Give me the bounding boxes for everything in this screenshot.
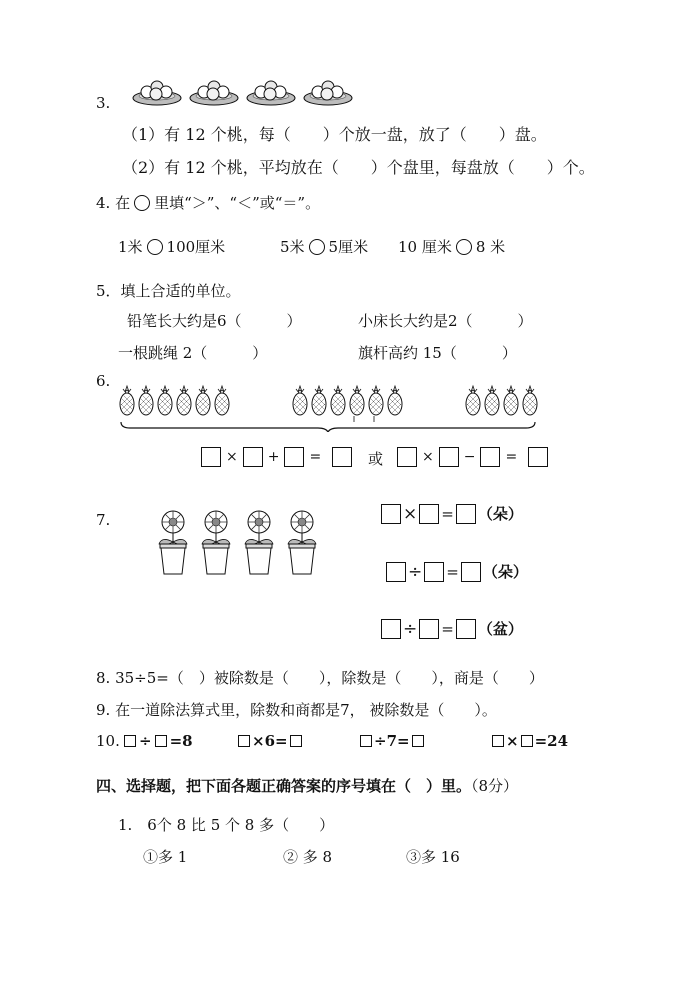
q4-item-1-right: 100厘米 <box>166 238 226 256</box>
compare-circle-1[interactable] <box>147 239 163 255</box>
q6-op-eq-2: = <box>505 449 518 465</box>
q6-or: 或 <box>368 450 384 468</box>
q10-e1-op: ÷ <box>139 732 152 750</box>
q10-e1-result: =8 <box>169 732 193 750</box>
q4-prompt-b: 里填“＞”、“＜”或“＝”。 <box>154 194 321 212</box>
q7-eq2-eq: = <box>446 562 459 581</box>
q10-e4-op: × <box>506 732 519 750</box>
pineapple-group-middle <box>293 386 402 415</box>
q10-number: 10. <box>96 732 120 750</box>
q7-eq3-box-a[interactable] <box>381 619 401 639</box>
q6-box-7[interactable] <box>480 447 500 467</box>
q7-eq1-op: × <box>403 503 418 524</box>
q6-equation-2 <box>397 447 548 467</box>
q7-eq2-box-c[interactable] <box>461 562 481 582</box>
q4-item-2-left: 5米 <box>280 238 305 256</box>
section4-heading <box>96 775 518 796</box>
q6-box-6[interactable] <box>439 447 459 467</box>
q6-box-1[interactable] <box>201 447 221 467</box>
q10-e3-box-a[interactable] <box>360 735 372 747</box>
section4-score: （8分） <box>471 777 519 795</box>
q10-e4-result: =24 <box>534 732 569 750</box>
q6-op-times: × <box>226 449 238 465</box>
q7-eq3-box-b[interactable] <box>419 619 439 639</box>
q4-prompt-a: 4. 在 <box>96 194 131 212</box>
q5-a <box>127 310 302 331</box>
q7-eq2-box-b[interactable] <box>424 562 444 582</box>
q10-e1-box-b[interactable] <box>155 735 167 747</box>
q3-line1: （1）有 12 个桃，每（ ）个放一盘，放了（ ）盘。 <box>122 125 547 144</box>
q10-e4-box-a[interactable] <box>492 735 504 747</box>
q7-eq3-eq: = <box>441 619 454 638</box>
section4-q1-option-2[interactable]: ② 多 8 <box>283 848 333 866</box>
q4-item-1-left: 1米 <box>118 238 143 256</box>
section4-q1-option-1[interactable]: ①多 1 <box>143 848 188 866</box>
q10-expr-2 <box>238 732 302 750</box>
q10-expr-1 <box>124 732 193 750</box>
q6-op-minus: − <box>463 449 476 465</box>
q4-item-1 <box>118 236 225 257</box>
q10-e3-text: ÷7= <box>374 732 410 750</box>
q10-e2-box-a[interactable] <box>238 735 250 747</box>
q7-eq2-unit: （朵） <box>482 563 528 581</box>
peach-plates-illustration <box>132 76 362 108</box>
q10-e1-box-a[interactable] <box>124 735 136 747</box>
q4-item-3 <box>398 236 505 257</box>
compare-circle-3[interactable] <box>456 239 472 255</box>
q3-line2: （2）有 12 个桃，平均放在（ ）个盘里，每盘放（ ）个。 <box>122 158 595 177</box>
q10-e2-text: ×6= <box>252 732 288 750</box>
q10-expr-3 <box>360 732 424 750</box>
q6-op-eq: = <box>309 449 322 465</box>
pineapple-group-left <box>120 386 229 415</box>
q7-eq1-unit: （朵） <box>477 505 523 523</box>
q7-eq2-box-a[interactable] <box>386 562 406 582</box>
q7-number: 7. <box>96 511 111 529</box>
q10-e3-box-b[interactable] <box>412 735 424 747</box>
q5-title: 5．填上合适的单位。 <box>96 282 241 300</box>
q9-text: 9. 在一道除法算式里，除数和商都是7， 被除数是（ ）。 <box>96 701 497 719</box>
q6-op-plus: + <box>267 449 280 465</box>
q7-eq1-box-b[interactable] <box>419 504 439 524</box>
q6-op-times-2: × <box>422 449 434 465</box>
q7-equation-2 <box>386 561 528 582</box>
q5-b-blank[interactable]: 2（ ） <box>448 312 533 330</box>
q4-item-2 <box>280 236 368 257</box>
circle-blank-icon <box>134 195 150 211</box>
q5-d[interactable]: 旗杆高约 15（ ） <box>358 344 517 362</box>
q7-eq1-box-c[interactable] <box>456 504 476 524</box>
q4-item-2-right: 5厘米 <box>328 238 369 256</box>
q6-number: 6. <box>96 372 111 390</box>
q7-eq3-op: ÷ <box>403 618 418 639</box>
q4-prompt <box>96 192 320 213</box>
section4-title: 四、选择题，把下面各题正确答案的序号填在（ ）里。 <box>96 777 472 795</box>
q6-box-4[interactable] <box>332 447 352 467</box>
q10-e2-box-b[interactable] <box>290 735 302 747</box>
q6-box-8[interactable] <box>528 447 548 467</box>
compare-circle-2[interactable] <box>309 239 325 255</box>
section4-q1: 1. 6个 8 比 5 个 8 多（ ） <box>118 816 335 834</box>
q7-equation-1 <box>381 503 523 524</box>
q3-number: 3. <box>96 94 111 112</box>
q6-box-2[interactable] <box>243 447 263 467</box>
q5-b-label: 小床长大约是 <box>358 312 449 330</box>
q5-b <box>358 310 533 331</box>
q7-eq3-box-c[interactable] <box>456 619 476 639</box>
q5-a-blank[interactable]: 6（ ） <box>217 312 302 330</box>
q6-box-3[interactable] <box>284 447 304 467</box>
q4-item-3-right: 8 米 <box>475 238 506 256</box>
brace-icon <box>121 422 535 432</box>
q5-c[interactable]: 一根跳绳 2（ ） <box>118 344 268 362</box>
q6-box-5[interactable] <box>397 447 417 467</box>
q7-eq1-eq: = <box>441 504 454 523</box>
pineapple-group-right <box>466 386 537 415</box>
flower-pots-illustration <box>156 508 336 578</box>
section4-q1-option-3[interactable]: ③多 16 <box>406 848 460 866</box>
q5-a-label: 铅笔长大约是 <box>127 312 218 330</box>
q8-text: 8. 35÷5=（ ）被除数是（ ），除数是（ ），商是（ ） <box>96 669 544 687</box>
q7-eq1-box-a[interactable] <box>381 504 401 524</box>
q7-eq3-unit: （盆） <box>477 620 523 638</box>
q10-expr-4 <box>492 732 568 750</box>
q4-item-3-left: 10 厘米 <box>398 238 452 256</box>
q7-equation-3 <box>381 618 523 639</box>
q10-e4-box-b[interactable] <box>521 735 533 747</box>
q7-eq2-op: ÷ <box>408 561 423 582</box>
pineapples-illustration <box>118 384 538 432</box>
q6-equation-1 <box>201 447 352 467</box>
